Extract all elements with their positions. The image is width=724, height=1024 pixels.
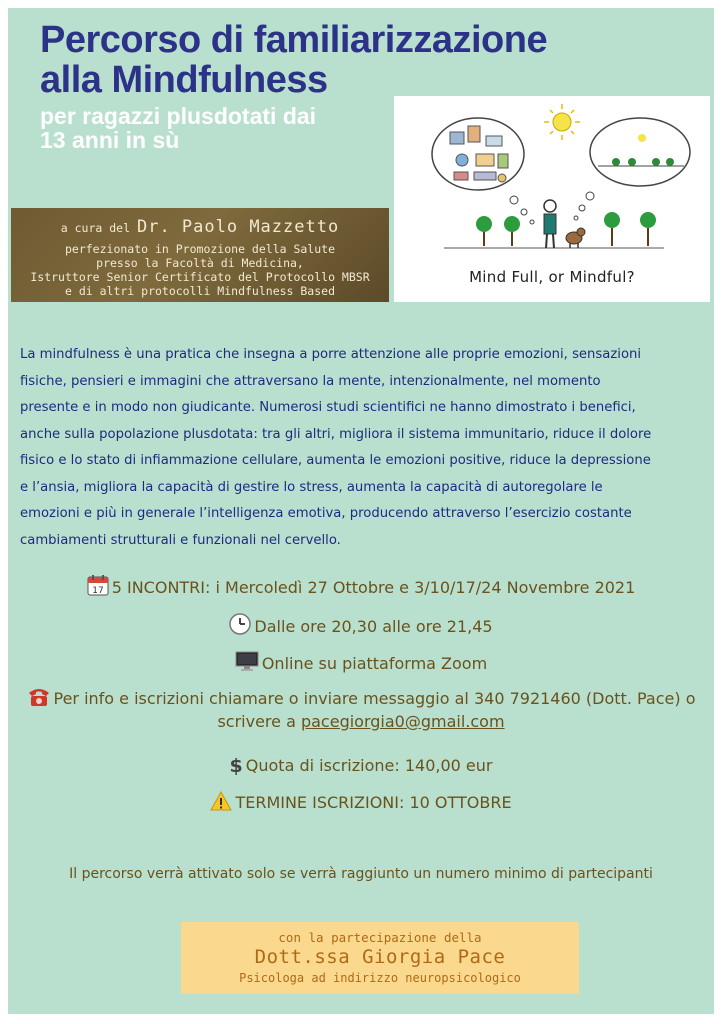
- collaboration-name: Dott.ssa Giorgia Pace: [254, 946, 506, 968]
- author-credential-4: e di altri protocolli Mindfulness Based: [64, 284, 336, 298]
- telephone-icon: [27, 685, 51, 707]
- collaboration-role: Psicologa ad indirizzo neuropsicologico: [239, 971, 521, 985]
- subtitle-line-1: per ragazzi plusdotati dai: [40, 103, 317, 129]
- author-box: [11, 208, 389, 302]
- mind-full-illustration: [394, 96, 710, 302]
- time-info: [8, 613, 714, 639]
- author-prefix: a cura del: [60, 221, 131, 235]
- online-info: [8, 650, 714, 676]
- collaboration-intro: con la partecipazione della: [278, 930, 482, 945]
- contact-text: Per info e iscrizioni chiamare o inviare messaggio al 340 7921460 (Dott. Pace) o: [53, 689, 696, 708]
- contact-info-line-2: [8, 710, 714, 734]
- flyer-page: [8, 8, 714, 1014]
- dollar-icon: $: [229, 755, 243, 777]
- contact-prefix: scrivere a: [217, 712, 301, 731]
- meetings-info: [8, 574, 714, 600]
- meetings-text: 5 INCONTRI: i Mercoledì 27 Ottobre e 3/10/17/24 Novembre 2021: [111, 578, 636, 597]
- email-link[interactable]: pacegiorgia0@gmail.com: [300, 712, 505, 731]
- collaboration-box: [181, 922, 579, 994]
- description-line: e l’ansia, migliora la capacità di gestire lo stress, aumenta la capacità di autoregolare le: [20, 479, 603, 495]
- clock-icon: [229, 613, 251, 635]
- description-line: cambiamenti strutturali e funzionali nel cervello.: [20, 532, 341, 548]
- fee-text: Quota di iscrizione: 140,00 eur: [245, 756, 493, 775]
- title-line-1: Percorso di familiarizzazione: [40, 19, 548, 61]
- description-line: La mindfulness è una pratica che insegna a porre attenzione alle proprie emozioni, sensazioni: [20, 347, 642, 362]
- author-credential-2: presso la Facoltà di Medicina,: [96, 256, 304, 270]
- deadline-text: TERMINE ISCRIZIONI: 10 OTTOBRE: [235, 793, 512, 812]
- description-line: presente e in modo non giudicante. Numerosi studi scientifici ne hanno dimostrato i benefici,: [20, 400, 636, 415]
- illustration-caption: Mind Full, or Mindful?: [469, 268, 635, 286]
- warning-icon: [210, 791, 232, 811]
- contact-info-line-1: [8, 685, 714, 711]
- calendar-icon: [87, 574, 109, 596]
- computer-icon: [235, 650, 259, 672]
- author-credential-3: Istruttore Senior Certificato del Protocollo MBSR: [30, 270, 370, 284]
- calendar-day: 17: [91, 586, 104, 596]
- description-line: emozioni e più in generale l’intelligenza emotiva, producendo attraverso l’esercizio costante: [20, 506, 632, 521]
- description-line: fisico e lo stato di infiammazione cellulare, aumenta le emozioni positive, riduce la depressione: [20, 453, 651, 468]
- author-credential-1: perfezionato in Promozione della Salute: [64, 242, 336, 256]
- description-line: fisiche, pensieri e immagini che attraversano la mente, intenzionalmente, nel momento: [20, 373, 601, 389]
- fee-info: [8, 754, 714, 778]
- author-name: Dr. Paolo Mazzetto: [136, 217, 340, 237]
- online-text: Online su piattaforma Zoom: [261, 654, 488, 673]
- subtitle-line-2: 13 anni in sù: [40, 127, 180, 153]
- description-line: anche sulla popolazione plusdotata: tra gli altri, migliora il sistema immunitario, riduce il dolore: [20, 426, 652, 442]
- title-line-2: alla Mindfulness: [40, 59, 328, 101]
- author-heading: [11, 217, 389, 237]
- minimum-participants-note: Il percorso verrà attivato solo se verrà raggiunto un numero minimo di partecipanti: [69, 866, 653, 882]
- deadline-info: [8, 791, 714, 815]
- description-paragraph: [20, 342, 700, 554]
- time-text: Dalle ore 20,30 alle ore 21,45: [254, 617, 493, 636]
